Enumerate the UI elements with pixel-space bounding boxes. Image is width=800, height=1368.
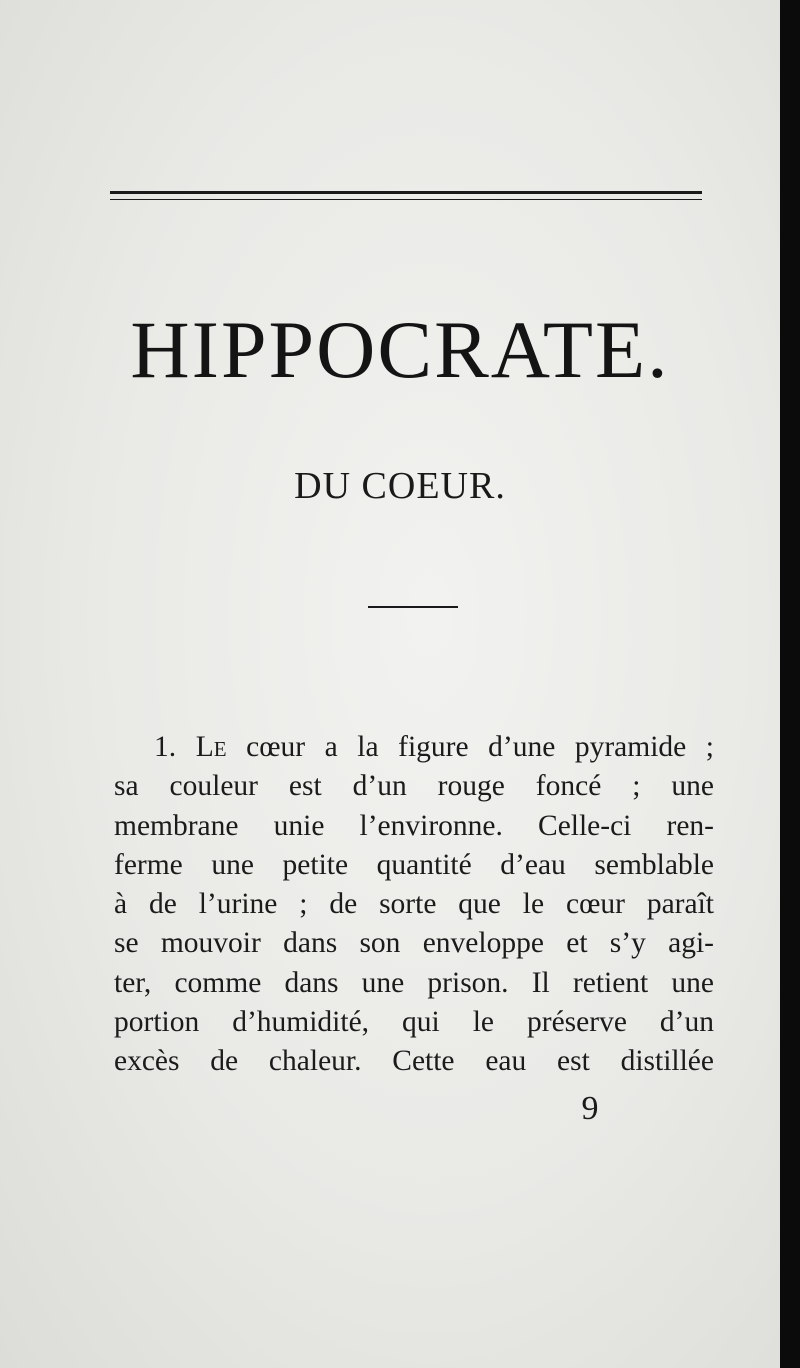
text-line: ter, comme dans une prison. Il retient une <box>114 966 714 999</box>
paragraph <box>114 728 714 1082</box>
main-title: HIPPOCRATE. <box>130 304 670 395</box>
section-title: DU COEUR. <box>294 465 506 507</box>
page-number: 9 <box>581 1090 599 1127</box>
text-line: à de l’urine ; de sorte que le cœur paraît <box>114 888 714 921</box>
text-line: excès de chaleur. Cette eau est distillée <box>114 1045 714 1078</box>
lead-word: Le <box>195 731 227 763</box>
text-line: ferme une petite quantité d’eau semblable <box>114 848 714 881</box>
text-line: membrane unie l’environne. Celle-ci ren- <box>114 809 714 842</box>
paragraph-number: 1. <box>154 731 177 763</box>
top-double-rule <box>110 191 702 200</box>
text-line: portion d’humidité, qui le préserve d’un <box>114 1006 714 1039</box>
section-divider <box>368 606 458 608</box>
text-line: sa couleur est d’un rouge foncé ; une <box>114 770 714 803</box>
paragraph-first-line <box>114 728 714 767</box>
text-line: se mouvoir dans son enveloppe et s’y agi- <box>114 927 714 960</box>
text-line: cœur a la figure d’une pyramide ; <box>246 731 715 763</box>
